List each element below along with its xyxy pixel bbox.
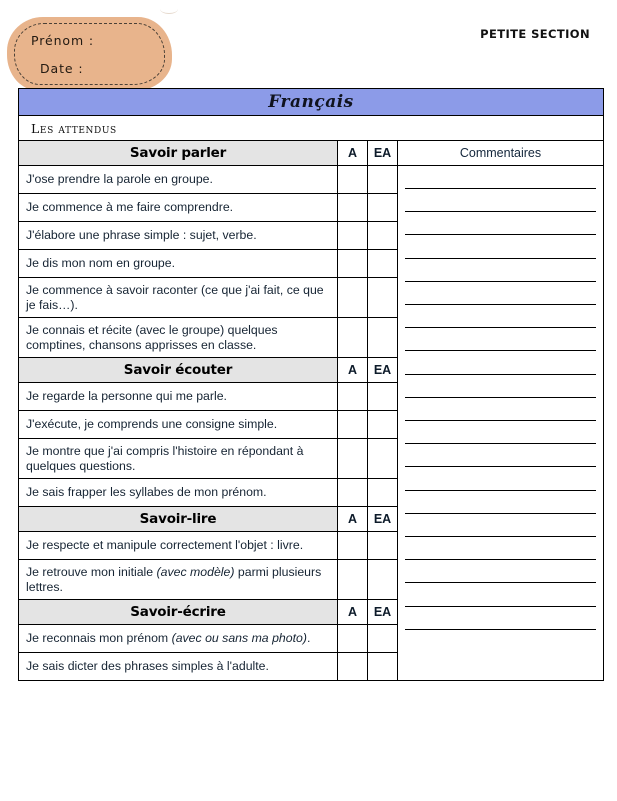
skill-description: J'ose prendre la parole en groupe. [19, 166, 338, 194]
skill-description: Je connais et récite (avec le groupe) quelques comptines, chansons apprisses en classe. [19, 318, 338, 358]
skill-qualifier: (avec ou sans ma photo) [171, 631, 307, 645]
mark-cell-a[interactable] [338, 166, 368, 194]
comment-rule-line [405, 211, 596, 212]
skill-description: Je commence à me faire comprendre. [19, 194, 338, 222]
column-header-ea: EA [368, 507, 398, 532]
skill-description: J'élabore une phrase simple : sujet, verbe. [19, 222, 338, 250]
skill-row [19, 166, 604, 194]
mark-cell-a[interactable] [338, 653, 368, 681]
page-header [0, 0, 617, 90]
skill-description: Je sais frapper les syllabes de mon prénom. [19, 479, 338, 507]
comment-rule-line [405, 466, 596, 467]
mark-cell-a[interactable] [338, 222, 368, 250]
comment-rule-line [405, 582, 596, 583]
column-header-ea: EA [368, 358, 398, 383]
comment-rule-line [405, 490, 596, 491]
mark-cell-ea[interactable] [368, 532, 398, 560]
mark-cell-a[interactable] [338, 439, 368, 479]
comment-rule-line [405, 629, 596, 630]
mark-cell-a[interactable] [338, 479, 368, 507]
mark-cell-a[interactable] [338, 411, 368, 439]
mark-cell-ea[interactable] [368, 222, 398, 250]
section-title: Savoir parler [19, 141, 338, 166]
mark-cell-ea[interactable] [368, 411, 398, 439]
comment-rule-line [405, 513, 596, 514]
firstname-label: Prénom : [31, 33, 95, 48]
mark-cell-a[interactable] [338, 625, 368, 653]
skill-description: Je commence à savoir raconter (ce que j'ai fait, ce que je fais…). [19, 278, 338, 318]
comment-rule-lines [398, 166, 603, 680]
mark-cell-ea[interactable] [368, 194, 398, 222]
skill-description: Je retrouve mon initiale (avec modèle) parmi plusieurs lettres. [19, 560, 338, 600]
subject-title: Français [19, 89, 604, 116]
mark-cell-a[interactable] [338, 383, 368, 411]
mark-cell-ea[interactable] [368, 278, 398, 318]
mark-cell-a[interactable] [338, 318, 368, 358]
expectations-label: Les attendus [19, 116, 604, 141]
skill-description: Je sais dicter des phrases simples à l'adulte. [19, 653, 338, 681]
skills-assessment-table [18, 88, 604, 681]
skill-description: Je montre que j'ai compris l'histoire en répondant à quelques questions. [19, 439, 338, 479]
comment-rule-line [405, 188, 596, 189]
skill-description: Je regarde la personne qui me parle. [19, 383, 338, 411]
skill-qualifier: (avec modèle) [156, 564, 235, 579]
column-header-comments: Commentaires [398, 141, 604, 166]
section-title: Savoir-écrire [19, 600, 338, 625]
mark-cell-ea[interactable] [368, 479, 398, 507]
comment-rule-line [405, 304, 596, 305]
comment-rule-line [405, 258, 596, 259]
skill-description: J'exécute, je comprends une consigne simple. [19, 411, 338, 439]
class-level-label: PETITE SECTION [480, 27, 590, 41]
comments-area[interactable] [398, 166, 604, 681]
comment-rule-line [405, 536, 596, 537]
mark-cell-ea[interactable] [368, 625, 398, 653]
mark-cell-a[interactable] [338, 194, 368, 222]
column-header-a: A [338, 507, 368, 532]
comment-rule-line [405, 350, 596, 351]
section-title: Savoir écouter [19, 358, 338, 383]
mark-cell-ea[interactable] [368, 439, 398, 479]
column-header-a: A [338, 600, 368, 625]
column-header-ea: EA [368, 141, 398, 166]
skill-description: Je reconnais mon prénom (avec ou sans ma photo). [19, 625, 338, 653]
mark-cell-ea[interactable] [368, 166, 398, 194]
mark-cell-a[interactable] [338, 250, 368, 278]
skill-description: Je dis mon nom en groupe. [19, 250, 338, 278]
comment-rule-line [405, 281, 596, 282]
mark-cell-a[interactable] [338, 278, 368, 318]
mark-cell-ea[interactable] [368, 250, 398, 278]
comment-rule-line [405, 606, 596, 607]
comment-rule-line [405, 234, 596, 235]
date-label: Date : [40, 61, 84, 76]
mark-cell-a[interactable] [338, 532, 368, 560]
column-header-ea: EA [368, 600, 398, 625]
pupil-identity-sticker [7, 17, 172, 91]
comment-rule-line [405, 374, 596, 375]
column-header-a: A [338, 141, 368, 166]
section-header-row [19, 141, 604, 166]
expectations-row [19, 116, 604, 141]
mark-cell-ea[interactable] [368, 653, 398, 681]
comment-rule-line [405, 397, 596, 398]
mark-cell-a[interactable] [338, 560, 368, 600]
mark-cell-ea[interactable] [368, 318, 398, 358]
mark-cell-ea[interactable] [368, 383, 398, 411]
comment-rule-line [405, 420, 596, 421]
subject-banner-row [19, 89, 604, 116]
comment-rule-line [405, 327, 596, 328]
column-header-a: A [338, 358, 368, 383]
skill-description: Je respecte et manipule correctement l'objet : livre. [19, 532, 338, 560]
mark-cell-ea[interactable] [368, 560, 398, 600]
comment-rule-line [405, 559, 596, 560]
comment-rule-line [405, 443, 596, 444]
section-title: Savoir-lire [19, 507, 338, 532]
decorative-smudge [160, 4, 178, 14]
